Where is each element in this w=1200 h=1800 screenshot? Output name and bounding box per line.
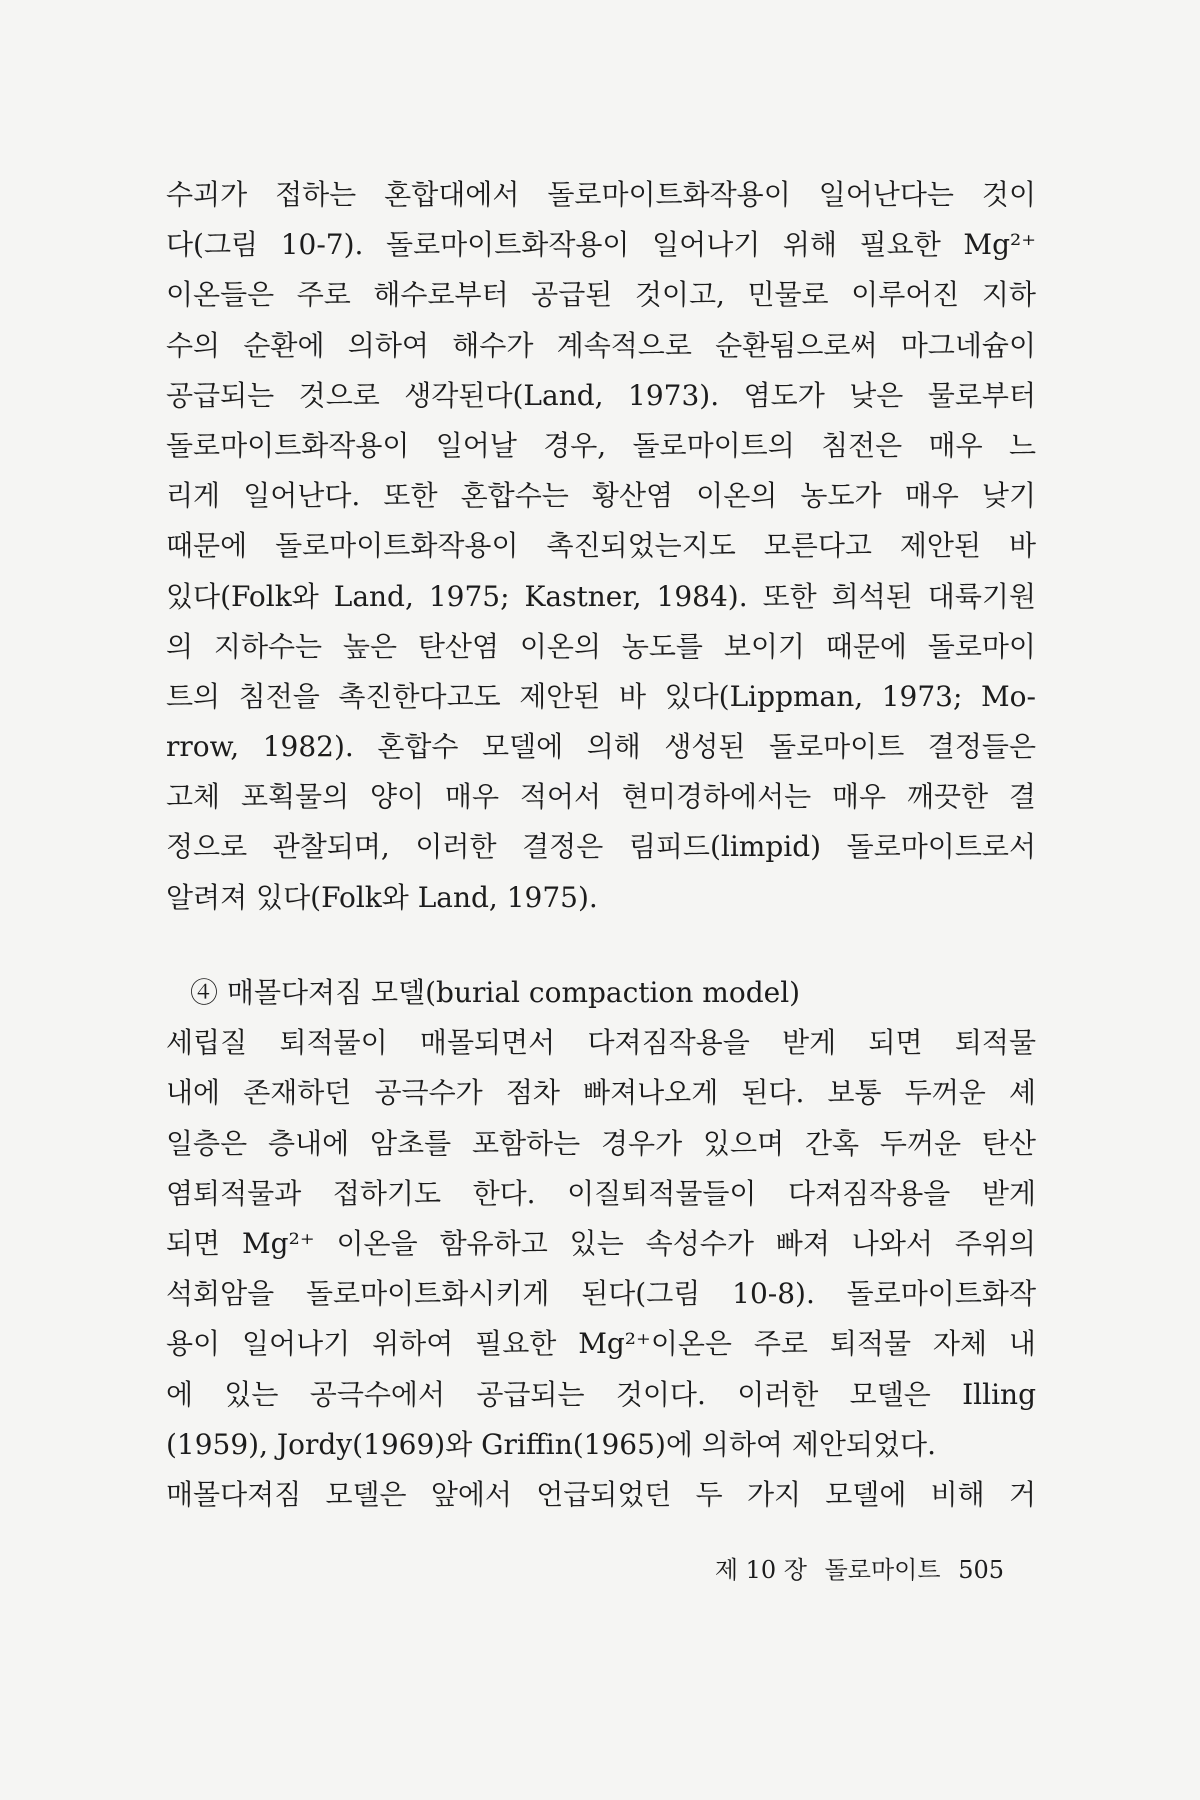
text-line: 수의 순환에 의하여 해수가 계속적으로 순환됨으로써 마그네슘이	[166, 328, 1036, 362]
text-line: 트의 침전을 촉진한다고도 제안된 바 있다(Lippman, 1973; Mo-	[166, 679, 1036, 713]
text-line: 있다(Folk와 Land, 1975; Kastner, 1984). 또한 희석된 대륙기원	[166, 579, 1036, 613]
text-line: 용이 일어나기 위하여 필요한 Mg²⁺이온은 주로 퇴적물 자체 내	[166, 1327, 1036, 1361]
footer-chapter: 제 10 장	[714, 1556, 807, 1584]
text-line: 다(그림 10-7). 돌로마이트화작용이 일어나기 위해 필요한 Mg²⁺	[166, 228, 1036, 262]
section-burial-compaction	[166, 968, 1036, 1520]
text-line: 염퇴적물과 접하기도 한다. 이질퇴적물들이 다져짐작용을 받게	[166, 1176, 1036, 1210]
section-heading: ④ 매몰다져짐 모델(burial compaction model)	[190, 976, 801, 1009]
text-line: 정으로 관찰되며, 이러한 결정은 림피드(limpid) 돌로마이트로서	[166, 830, 1036, 864]
text-line: 일층은 층내에 암초를 포함하는 경우가 있으며 간혹 두꺼운 탄산	[166, 1126, 1036, 1160]
page-footer	[705, 1550, 1004, 1585]
text-line: 때문에 돌로마이트화작용이 촉진되었는지도 모른다고 제안된 바	[166, 529, 1036, 563]
text-line: 공급되는 것으로 생각된다(Land, 1973). 염도가 낮은 물로부터	[166, 378, 1036, 412]
text-line: 알려져 있다(Folk와 Land, 1975).	[166, 880, 598, 914]
text-line: 수괴가 접하는 혼합대에서 돌로마이트화작용이 일어난다는 것이	[166, 178, 1036, 211]
text-line: 의 지하수는 높은 탄산염 이온의 농도를 보이기 때문에 돌로마이	[166, 629, 1036, 663]
text-line: 세립질 퇴적물이 매몰되면서 다져짐작용을 받게 되면 퇴적물	[166, 1026, 1036, 1060]
footer-title: 돌로마이트	[824, 1556, 941, 1584]
text-line: 에 있는 공극수에서 공급되는 것이다. 이러한 모델은 Illing	[166, 1377, 1036, 1411]
page-number: 505	[958, 1556, 1004, 1584]
text-line: rrow, 1982). 혼합수 모델에 의해 생성된 돌로마이트 결정들은	[166, 730, 1036, 764]
text-line: 되면 Mg²⁺ 이온을 함유하고 있는 속성수가 빠져 나와서 주위의	[166, 1226, 1036, 1260]
text-line: 고체 포획물의 양이 매우 적어서 현미경하에서는 매우 깨끗한 결	[166, 780, 1036, 814]
text-line: 이온들은 주로 해수로부터 공급된 것이고, 민물로 이루어진 지하	[166, 278, 1036, 312]
text-line: 돌로마이트화작용이 일어날 경우, 돌로마이트의 침전은 매우 느	[166, 428, 1036, 462]
text-line: 리게 일어난다. 또한 혼합수는 황산염 이온의 농도가 매우 낮기	[166, 479, 1036, 513]
text-line: 매몰다져짐 모델은 앞에서 언급되었던 두 가지 모델에 비해 거	[166, 1477, 1036, 1511]
text-line: (1959), Jordy(1969)와 Griffin(1965)에 의하여 제안되었다.	[166, 1427, 936, 1461]
paragraph-mixing-zone	[166, 170, 1036, 923]
text-line: 내에 존재하던 공극수가 점차 빠져나오게 된다. 보통 두꺼운 셰	[166, 1076, 1036, 1110]
text-line: 석회암을 돌로마이트화시키게 된다(그림 10-8). 돌로마이트화작	[166, 1277, 1036, 1311]
